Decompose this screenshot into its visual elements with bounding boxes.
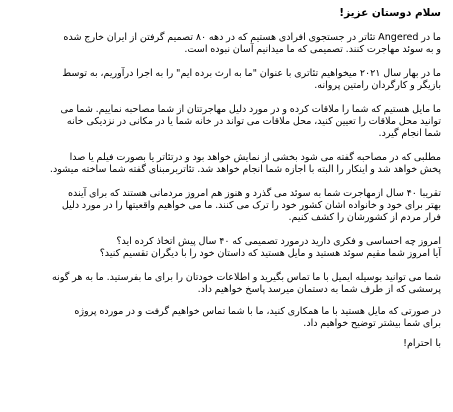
letter-closing: با احترام! [403,338,441,349]
paragraph-line: آیا امروز شما مقیم سوئد هستید و مایل هستید که داستان خود را با دیگران تقسیم کنید؟ [99,248,441,259]
letter-greeting: سلام دوستان عزیز! [339,7,441,19]
paragraph-line: بازیگر و کارگردان رامتین پروانه. [314,80,441,91]
paragraph-line: شما انجام گیرد. [378,128,441,139]
paragraph-line: و به سوئد مهاجرت کنند. تصمیمی که ما میدانیم آسان نبوده است. [184,44,441,55]
paragraph-line: پخش خواهد شد و اینکار را البته با اجازه شما انجام خواهد شد. تئاتربرمبنای گفته شما ساخته میشود. [49,164,441,175]
paragraph-interview [12,104,441,140]
paragraph-line: مطلبی که در مصاحبه گفته می شود بخشی از نمایش خواهد بود و درتئاتر یا بصورت فیلم یا صدا [69,152,441,163]
paragraph-intro [12,32,441,56]
paragraph-contact [12,272,441,296]
paragraph-line: تقریبا ۴۰ سال ازمهاجرت شما به سوئد می گذرد و هنوز هم امروز مردمانی هستند که برای آینده [67,188,441,199]
paragraph-line: امروز چه احساسی و فکری دارید درمورد تصمیمی که ۴۰ سال پیش اتخاذ کرده اید؟ [116,236,441,247]
paragraph-forty-years [12,188,441,224]
paragraph-cooperation [12,306,441,330]
paragraph-line: پرسشی که از طرف شما به دستمان میرسد پاسخ خواهیم داد. [197,284,441,295]
paragraph-questions [12,236,441,260]
paragraph-line: بهتر برای خود و خانواده اشان کشور خود را ترک می کنند. ما می خواهیم واقعیتها را در مورد دلیل [61,200,441,211]
paragraph-line: شما می توانید بوسیله ایمیل با ما تماس بگیرید و اطلاعات خودتان را برای ما بفرستید. ما به هر گونه [52,272,441,283]
paragraph-line: ما در بهار سال ۲۰۲۱ میخواهیم تئاتری با عنوان "ما به ارث برده ایم" را به اجرا درآوریم، به توسط [62,68,441,79]
paragraph-broadcast [12,152,441,176]
paragraph-line: ما مایل هستیم که شما را ملاقات کرده و در مورد دلیل مهاجرتتان از شما مصاحبه نماییم. شما می [60,104,441,115]
paragraph-line: برای شما بیشتر توضیح خواهیم داد. [303,318,441,329]
paragraph-line: توانید محل ملاقات را تعیین کنید، محل ملاقات می تواند در خانه شما یا در مکانی در نزدیکی خانه [66,116,441,127]
paragraph-performance [12,68,441,92]
paragraph-line: در صورتی که مایل هستید با ما همکاری کنید، ما با شما تماس خواهیم گرفت و در مورده پروژه [74,306,441,317]
paragraph-line: فرار مردم از کشورشان را کشف کنیم. [288,212,441,223]
paragraph-line: ما در Angered تئاتر در جستجوی افرادی هستیم که در دهه ۸۰ تصمیم گرفتن از ایران خارج شده [63,32,441,43]
